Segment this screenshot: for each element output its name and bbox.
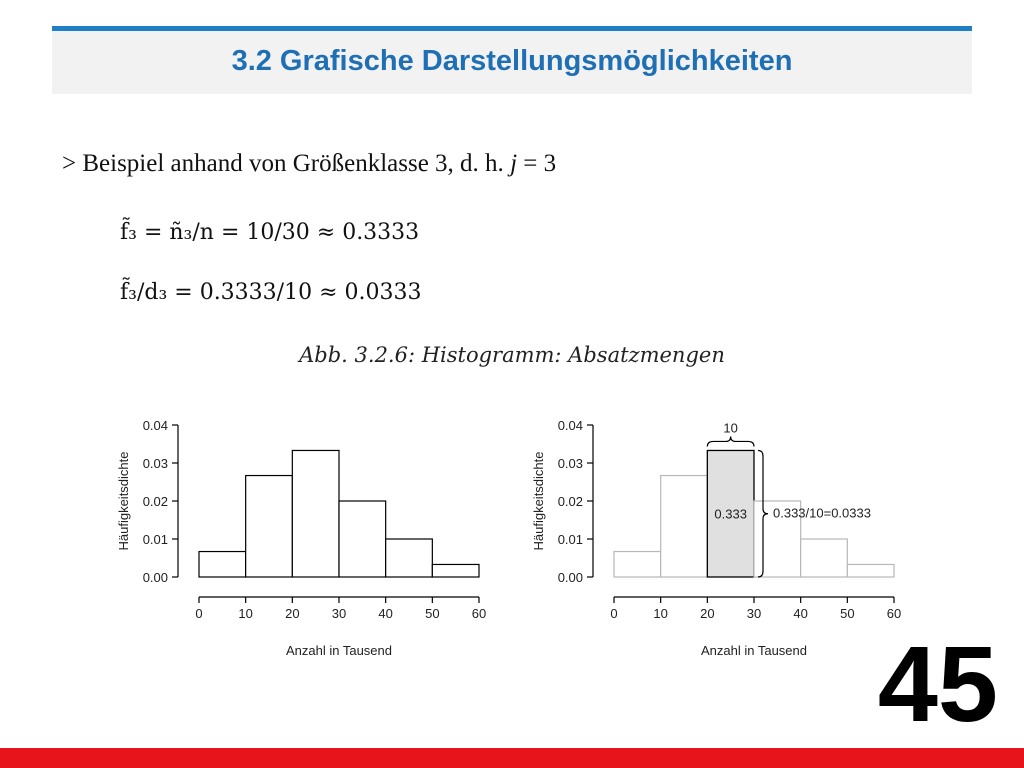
- x-tick-label: 20: [285, 606, 300, 621]
- x-tick-label: 10: [238, 606, 253, 621]
- histogram-bar: [432, 564, 479, 577]
- histogram-right: [515, 400, 915, 670]
- formula-density: f̃₃/d₃ = 0.3333/10 ≈ 0.0333: [120, 280, 422, 305]
- y-tick-label: 0.00: [557, 570, 583, 585]
- x-tick-label: 0: [195, 606, 203, 621]
- x-tick-label: 30: [331, 606, 347, 621]
- x-tick-label: 40: [793, 606, 808, 621]
- y-tick-label: 0.01: [557, 532, 583, 547]
- y-tick-label: 0.03: [557, 456, 583, 471]
- y-tick-label: 0.04: [557, 418, 583, 433]
- y-tick-label: 0.01: [142, 532, 168, 547]
- bullet-marker: >: [62, 150, 77, 177]
- x-tick-label: 30: [746, 606, 762, 621]
- bullet-variable: j: [510, 150, 518, 177]
- histogram-bar: [847, 564, 894, 577]
- histogram-bar: [801, 539, 848, 577]
- histogram-bar: [246, 476, 293, 577]
- x-tick-label: 10: [653, 606, 668, 621]
- y-axis-label: Häufigkeitsdichte: [531, 451, 546, 551]
- page-number: 45: [877, 623, 998, 744]
- density-label: 0.333/10=0.0333: [773, 505, 871, 521]
- width-label: 10: [723, 420, 738, 436]
- histogram-bar: [661, 476, 708, 577]
- bottom-accent-bar: [0, 748, 1024, 768]
- bullet-equals: = 3: [517, 150, 557, 177]
- slide-title: 3.2 Grafische Darstellungsmöglichkeiten: [231, 45, 793, 77]
- inside-value-label: 0.333: [714, 506, 747, 522]
- y-axis-label: Häufigkeitsdichte: [116, 451, 131, 551]
- histogram-bar: [339, 501, 386, 577]
- histogram-bar: [199, 552, 246, 577]
- histogram-left: [100, 400, 500, 670]
- bullet-text: Beispiel anhand von Größenklasse 3, d. h.: [76, 150, 511, 177]
- x-tick-label: 0: [610, 606, 618, 621]
- x-axis-label: Anzahl in Tausend: [285, 643, 393, 658]
- y-tick-label: 0.04: [142, 418, 168, 433]
- title-bar: [52, 26, 972, 94]
- x-tick-label: 20: [700, 606, 715, 621]
- figure-caption: Abb. 3.2.6: Histogramm: Absatzmengen: [299, 343, 725, 367]
- width-brace: [707, 436, 754, 446]
- x-tick-label: 40: [378, 606, 393, 621]
- histogram-bar: [386, 539, 433, 577]
- y-tick-label: 0.02: [557, 494, 583, 509]
- histogram-bar: [292, 450, 339, 577]
- x-tick-label: 50: [840, 606, 855, 621]
- x-tick-label: 60: [886, 606, 902, 621]
- y-tick-label: 0.00: [142, 570, 168, 585]
- y-tick-label: 0.03: [142, 456, 168, 471]
- x-tick-label: 50: [425, 606, 440, 621]
- y-tick-label: 0.02: [142, 494, 168, 509]
- x-tick-label: 60: [471, 606, 487, 621]
- formula-relative-frequency: f̃₃ = ñ₃/n = 10/30 ≈ 0.3333: [120, 220, 420, 245]
- x-axis-label: Anzahl in Tausend: [700, 643, 808, 658]
- histogram-bar: [614, 552, 661, 577]
- bullet-line: [62, 150, 556, 178]
